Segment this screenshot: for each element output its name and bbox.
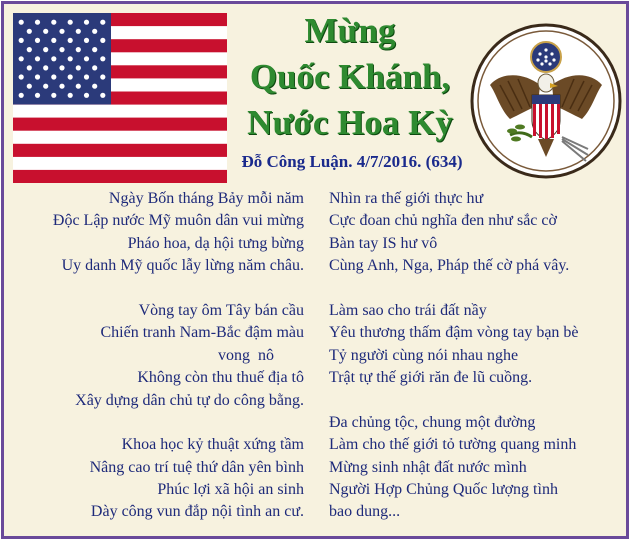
flag-star [59, 84, 64, 89]
flag-star [27, 29, 32, 34]
poem-line: Cực đoan chủ nghĩa đen như sắc cờ [329, 212, 557, 230]
poem-line: vong nô [218, 346, 274, 364]
flag-star [19, 56, 24, 61]
flag-star [100, 74, 105, 79]
flag-star [76, 29, 81, 34]
poem-line: Vòng tay ôm Tây bán cầu [138, 301, 304, 319]
poem-line: Làm sao cho trái đất nầy [329, 301, 487, 319]
poem-line: Độc Lập nước Mỹ muôn dân vui mừng [52, 212, 304, 230]
stanza-gap [329, 390, 629, 412]
flag-star [84, 20, 89, 25]
flag-star [76, 65, 81, 70]
flag-star [51, 74, 56, 79]
flag-star [92, 65, 97, 70]
poem-line: Tỷ người cùng nói nhau nghe [329, 346, 519, 364]
flag-star [35, 74, 40, 79]
flag-star [35, 56, 40, 61]
poem-line: Nâng cao trí tuệ thứ dân yên bình [89, 458, 304, 476]
poem-line: Uy danh Mỹ quốc lẫy lừng năm châu. [61, 257, 304, 275]
flag-star [68, 56, 73, 61]
flag-star [68, 20, 73, 25]
poem-line: Không còn thu thuế địa tô [137, 369, 304, 387]
flag-star [43, 47, 48, 52]
flag-star [51, 93, 56, 98]
title-line-2: Quốc Khánh, [249, 57, 451, 96]
poem-line: Đa chủng tộc, chung một đường [329, 413, 536, 431]
flag-star [92, 47, 97, 52]
flag-star [59, 65, 64, 70]
flag-star [84, 93, 89, 98]
poem-line: Xây dựng dân chủ tự do công bằng. [75, 391, 304, 409]
flag-star [84, 74, 89, 79]
title-line-3: Nước Hoa Kỳ [247, 103, 453, 142]
flag-star [35, 93, 40, 98]
stanza-gap [4, 412, 304, 434]
poem-line: Chiến tranh Nam-Bắc đậm màu [100, 324, 304, 342]
flag-star [51, 56, 56, 61]
poem-column-left [4, 188, 304, 524]
title-line-1: Mừng [304, 11, 396, 50]
poem-line: Nhìn ra thế giới thực hư [329, 190, 484, 207]
flag-star [27, 47, 32, 52]
poem-title [234, 8, 466, 146]
flag-star [68, 74, 73, 79]
flag-star [59, 29, 64, 34]
flag-star [92, 84, 97, 89]
poem-column-right [329, 188, 629, 524]
flag-star [19, 93, 24, 98]
great-seal-eagle-icon [470, 23, 622, 179]
flag-star [100, 20, 105, 25]
flag-star [35, 38, 40, 43]
flag-star [92, 29, 97, 34]
poem-line: Khoa học kỷ thuật xứng tầm [121, 436, 304, 454]
flag-star [43, 29, 48, 34]
flag-star [51, 20, 56, 25]
flag-star [68, 38, 73, 43]
poem-line: Ngày Bốn tháng Bảy mỗi năm [108, 190, 304, 207]
flag-star [68, 93, 73, 98]
flag-star [43, 65, 48, 70]
poem-line: Cùng Anh, Nga, Pháp thế cờ phá vây. [329, 257, 570, 275]
poem-line: Trật tự thế giới răn đe lũ cuồng. [329, 369, 533, 387]
poem-line: Mừng sinh nhật đất nước mình [329, 458, 527, 476]
author-byline: Đỗ Công Luận. 4/7/2016. (634) [241, 152, 463, 171]
flag-star [51, 38, 56, 43]
flag-star [59, 47, 64, 52]
flag-star [19, 38, 24, 43]
poem-card [1, 1, 629, 539]
poem-line: Người Hợp Chủng Quốc lượng tình [329, 481, 558, 499]
flag-star [76, 84, 81, 89]
poem-line: bao dung... [329, 503, 401, 521]
poem-line: Phúc lợi xã hội an sinh [157, 481, 304, 499]
flag-star [84, 56, 89, 61]
flag-star [84, 38, 89, 43]
flag-star [43, 84, 48, 89]
flag-star [27, 84, 32, 89]
flag-star [100, 56, 105, 61]
stanza-gap [329, 278, 629, 300]
stanza-gap [4, 278, 304, 300]
poem-line: Pháo hoa, dạ hội tưng bừng [127, 234, 304, 252]
flag-star [19, 20, 24, 25]
us-flag-icon [13, 13, 227, 183]
flag-star [100, 93, 105, 98]
flag-star [27, 65, 32, 70]
flag-star [76, 47, 81, 52]
flag-star [100, 38, 105, 43]
flag-star [35, 20, 40, 25]
poem-line: Yêu thương thấm đậm vòng tay bạn bè [329, 324, 579, 342]
poem-line: Dày công vun đắp nội tình an cư. [90, 503, 304, 521]
poem-line: Bàn tay IS hư vô [329, 234, 438, 252]
poem-line: Làm cho thế giới tỏ tường quang minh [329, 436, 577, 454]
flag-star [19, 74, 24, 79]
